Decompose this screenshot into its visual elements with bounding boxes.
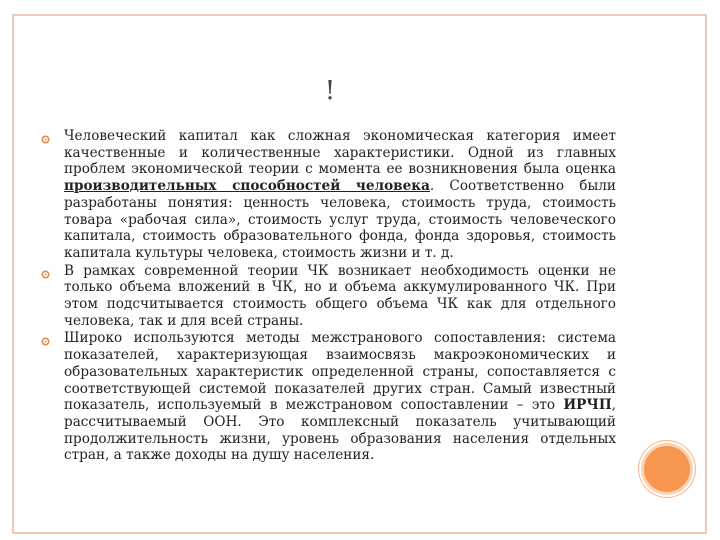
flower-bullet-icon <box>41 267 50 276</box>
bullet-text-2: В рамках современной теории ЧК возникает необходимость оценки не только объема вложений в ЧК, но и объема аккумулированного ЧК. При этом подсчитывается стоимость общего объема ЧК как для отдельного человека, так и для всей страны. <box>64 262 616 329</box>
orange-circle-icon <box>641 443 693 495</box>
slide-content <box>40 128 616 465</box>
bullet-text-1b: . Соответственно были разработаны понятия: ценность человека, стоимость труда, стоимость товара «рабочая сила», стоимость услуг труда, стоимость человеческого капитала, стоимость образовательного фонда, фонда здоровья, стоимость капитала культуры человека, стоимость жизни и т. д. <box>64 178 616 261</box>
bullet-item-3 <box>40 330 616 464</box>
bullet-text-1a: Человеческий капитал как сложная экономическая категория имеет качественные и количественные характеристики. Одной из главных проблем экономической теории с момента ее возникновения была оценка <box>64 128 616 178</box>
bullet-item-1 <box>40 128 616 262</box>
slide-title: ! <box>324 76 336 106</box>
bullet-text-3a: Широко используются методы межстранового сопоставления: система показателей, характеризующая взаимосвязь макроэкономических и образовательных характеристик определенной страны, сопоставляется с соответствующей системой показателей других стран. Самый известный показатель, используемый в межстрановом сопоставлении – это <box>64 330 616 414</box>
bullet-emphasis-productive-abilities: производительных способностей человека <box>64 178 430 195</box>
bullet-text-3b: , рассчитываемый ООН. Это комплексный показатель учитывающий продолжительность жизни, уровень образования населения отдельных стран, а также доходы на душу населения. <box>64 397 616 464</box>
flower-bullet-icon <box>41 132 50 141</box>
bullet-item-2 <box>40 263 616 330</box>
flower-bullet-icon <box>41 334 50 343</box>
bullet-emphasis-hdi: ИРЧП <box>563 397 612 414</box>
